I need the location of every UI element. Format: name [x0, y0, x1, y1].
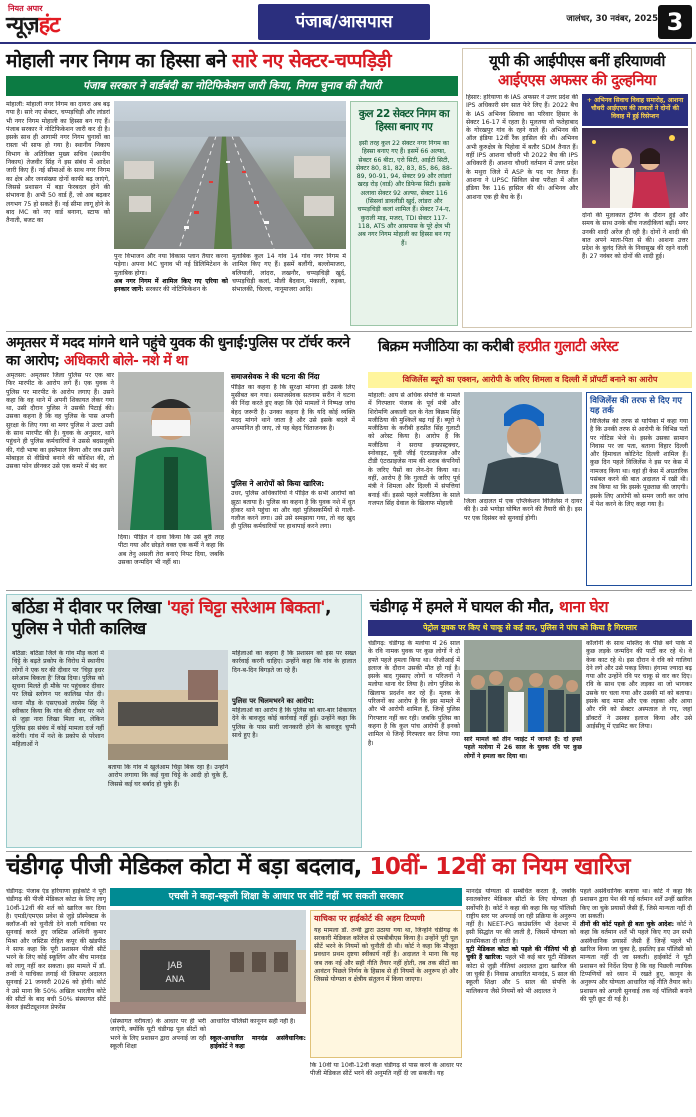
turbaned-man-illustration [464, 392, 582, 494]
story6-caption: सारे मामले को तीन प्वाइंट में जानते हैं: दो हफ्ते पहले मलोया में 26 साल के युवक रवि पर कुछ लोगों ने हमला कर दिया था। [464, 736, 582, 760]
story7-text-col3 [210, 1018, 306, 1113]
logo-name-accent: हंट [38, 13, 60, 38]
story7-strap: एचसी ने कहा-स्कूली शिक्षा के आधार पर सीटें नहीं भर सकती सरकार [110, 888, 462, 906]
story2-headline [466, 52, 688, 90]
masthead [0, 0, 696, 44]
story6-text-col2: कॉलोनी के साथ मस्जिद के पीछे बने पार्क में कुछ लड़के जन्मदिन की पार्टी कर रहे थे। वे केक काट रहे थे। इस दौरान वे रवि को गालियां देने लगे और उसे पकड़ लिया। हंगामा ज्यादा बढ़ गया और उन्होंने रवि पर चाकू से वार कर दिए। रवि के साथ एक और लड़का था जो भागकर उसके घर चला गया और उसकी मां को बताया। इसके बाद मामा और एक लड़का और आया और रवि को सेक्टर अस्पताल ले गए, जहां डॉक्टरों ने उसका इलाज किया और उसे आईसीयू में एडमिट कर लिया। [586, 640, 692, 730]
story3-victim-photo [118, 372, 224, 530]
story3-sidebox-title2: पुलिस ने आरोपों को किया खारिज: [231, 478, 325, 488]
story4-sidebox-title: विजिलेंस की तरफ से दिए गए यह तर्क [590, 396, 682, 416]
story2-wedding-photo [582, 128, 688, 208]
story4-sidebox-text: विजिलेंस की तरफ से यापिका में कहा गया है कि उनकी तरफ से आरोपी के विभिन्न पतों पर नोटिस भेजे थे। इसके उसका सामान निवास पर जा पता, बताना विहार दिल्ली और हिमाचल कोटिनेट दिल्ली शामिल हैं। कुछ दिन पहले विजिलेंस ने इस पर केस में नामजद किया था। वहां ही केस में अग्रतारिक पसंबल करने की बात अदालत में रखी थी। तब किया था कि इसके पूछताछ की जाएगी। इसके लिए आरोपी को समन जारी कर जांच में पेश करने के लिए कहा गया है। [590, 418, 688, 508]
divider-2 [6, 590, 692, 591]
story5-col3-body: महिलाओं का कहना है कि प्रशासन को इस पर सख्त कार्रवाई करनी चाहिए। उन्होंने कहा कि गांव के हालात दिन-ब-दिन बिगड़ते जा रहे हैं। [232, 650, 356, 674]
story3-headline-accent: अधिकारी बोले- नशे में था [63, 353, 188, 369]
divider-1 [6, 331, 692, 332]
story5-headline-tail: , पुलिस ने पोती कालिख [12, 598, 331, 639]
college-building-illustration [110, 910, 306, 1014]
story3-sidebox [228, 372, 358, 586]
story2-badge: + अभिनव सिवाच विवाह समारोह, आशना चौधरी आईएएस की ताकतों ने दोनों की विवाह में हुई रिसेप्शन [582, 94, 688, 126]
story5-text-col3 [232, 650, 356, 844]
story7-text-col1: चंडीगढ़: पंजाब एंड हरियाणा हाईकोर्ट ने पूरी चंडीगढ़ की पीजी मेडिकल कोटा के लिए लागू 10वीं-12वीं की शर्त को खारिज कर दिया है। एमडी/एमएस प्रवेश से जुड़े प्रॉस्पेक्टस के क्लॉज-बी को चुनौती देने वाली याचिका पर सुनवाई करते हुए जस्टिस अश्विनी कुमार मिश्रा और जस्टिस रोहित कपूर की खंडपीठ ने साफ कहा कि पूरी प्रशासन पीजी सीटें भरने के लिए कोई स्कूलिंग और बीच मानदंड को लागू नहीं कर सकता। इस मामले में डॉ. तन्वी ने याचिका लगाई थी जिसपर अदालत सुनवाई 21 जनवरी 2026 को होगी। कोर्ट ने उसे माना कि 50% अखिल भारतीय कोटे की सीटों के बाद बची 50% संस्थागत सीटें केवल इंस्टीट्यूशनल प्रेफरेंस [6, 888, 106, 1012]
story7-text-col6 [580, 888, 692, 1113]
couple-illustration [582, 128, 688, 208]
story7-headline-main: चंडीगढ़ पीजी मेडिकल कोटा में बड़ा बदलाव, [6, 854, 370, 880]
story7-text-col5 [466, 888, 576, 1113]
story7-petition-box [310, 910, 462, 1058]
story7-headline-accent: 10वीं- 12वीं का नियम खारिज [369, 854, 631, 880]
story4-text-col1: मोहाली: आय से अधिक संपत्ति के मामले में गिरफ्तार पंजाब के पूर्व मंत्री और शिरोमणि अकाली दल के नेता बिक्रम सिंह मजीठिया की मुश्किलें बढ़ गई हैं। ब्यूरो ने मजीठिया के करीबी हरप्रीत सिंह गुलाटी को अरेस्ट किया है। आरोप है कि मजीठिया ने सराया इन्फ्रास्ट्रक्चर, स्नोवाइट, यूवी जीई एंटरप्राइजेज और टीडी एंटरप्राइजेस नाम की शराब कंपनियों के जरिए पैसों का लेन-देन किया था। वहीं, आरोप है कि गुलाटी के जरिए पूर्व मंत्री ने शिमला और दिल्ली में संपत्तियां बनाई थीं। इससे पहले मजीठिया के साले गजपत सिंह ग्रेवाल के खिलाफ मोहाली [368, 392, 460, 507]
story2-text2: दोनों की मुलाकात ट्रेनिंग के दौरान हुई और समय के साथ उनके बीच नजदीकियां बढ़ीं। मगर उनकी शादी अरेंज ही रही है। दोनों ने शादी की बात अपने माता-पिता से की। आशना उत्तर प्रदेश के बुलंद जिले के निवासुख की रहने वाली हैं। 27 नवंबर को दोनों की शादी हुई। [582, 212, 688, 261]
story7-col5-subhead: यूटी मेडिकल कोटा को पहले की नीतियां भी हो चुकी हैं खारिज: [466, 946, 576, 962]
story1-aerial-photo [114, 101, 346, 249]
story7-col6-body2: कोर्ट ने कहा कि वर्तमान शर्तें भी पहले किए गए उन सभी असंवैधानिक प्रयासों जैसी हैं जिन्हें पहले भी खारिज किया जा चुका है, इसलिए इस पॉलिसी को मान्यता नहीं दी जा सकती। हाईकोर्ट ने यूटी प्रशासन को निर्देश दिया है कि वह पिछली न्यायिक टिप्पणियों को ध्यान में रखते हुए, कानून के अनुरूप और योग्यता आधारित नई नीति तैयार करे। प्रशासन को अगली सुनवाई तक नई पॉलिसी बनाने की पूरी छूट दी गई है। [580, 921, 692, 1003]
story7-building-photo [110, 910, 306, 1014]
story7-text-col2: (संस्थागत वरीयता) के आधार पर ही भरी जाएंगी, क्योंकि यूटी चंडीगढ़ पूल सीटों को भरने के लिए प्रशासन द्वारा अपनाई जा रही स्कूली शिक्षा [110, 1018, 206, 1050]
wall-graffiti-illustration [108, 650, 228, 760]
svg-text:JAB: JAB [167, 961, 183, 971]
story5-text-col1: बठिंडा: बठिंडा जिले के गांव मौड़ कलां में चिट्टे के बढ़ते प्रकोप के विरोध में स्थानीय लोगों ने एक घर की दीवार पर 'चिट्टा इधर सरेआम बिकता है' लिख दिया। पुलिस को सूचना मिलते ही मौके पर पहुंचकर दीवार पर लिखे स्लोगन पर कालिख पोत दी। थाना मौड़ के एसएचओ तरसेम सिंह ने स्वीकार किया कि गांव की दीवार पर नशे से जुड़ा नारा लिखा मिला था, लेकिन पुलिस इस संबंध में कोई मामला दर्ज नहीं करेगी। गांव में नशे के प्रकोप से परेशान महिलाओं ने [12, 650, 104, 749]
story7-col3-subhead: स्कूल-आधारित मानदंड असंवैधानिक: हाईकोर्ट ने कहा [210, 1034, 306, 1050]
story3-headline [6, 334, 366, 370]
story1-col2-body2: सरकार की नोटिफिकेशन के [145, 286, 207, 294]
story3-sidebox-text: पीड़ित का कहना है कि सुरक्षा मांगना ही उसके लिए मुसीबत बन गया। समाजसेवक सतनाम सरीन ने घटना की निंदा करते हुए कहा कि ऐसे मामलों ने निष्पक्ष जांच बेहद जरूरी है। उनका कहना है कि यदि कोई व्यक्ति मदद मांगने थाने जाता है और उसे इसके बदले में अपमानित ही जाए, तो यह बेहद चिंताजनक है। [231, 383, 355, 433]
divider-3 [6, 851, 692, 852]
story1-sidebox-title: कुल 22 सेक्टर निगम का हिस्सा बनाए गए [358, 108, 450, 133]
story3-text-col2: दिया। पीड़ित ने दावा किया कि उसे बुरी तरह पीटा गया और छोड़ते वक्त एक कर्मी ने कहा कि अब तेनु असली तेरा बनाएं निपट दिया, जबकि उसका जन्मदिन भी नहीं था। [118, 534, 224, 566]
story1-col2-body: पुनः विभाजन और नया विकास प्लान तैयार करना पड़ेगा। अपना MC चुनाव भी नई डिलिमिटेशन के मुताबिक होगा। [114, 253, 228, 277]
story4-portrait-photo [464, 392, 582, 494]
page-number: 3 [658, 5, 692, 39]
story6-headline-accent: थाना घेरा [559, 598, 608, 616]
story7-text-col4: कि 10वीं या 10वीं-12वीं कक्षा चंडीगढ़ से पास करने के आधार पर पीजी मेडिकल सीटें भरने की अनुमति नहीं दी जा सकती। यह [310, 1062, 462, 1078]
story7-petition-text: यह मामला डॉ. तन्वी द्वारा उठाया गया था, जिन्होंने चंडीगढ़ के सरकारी मेडिकल कॉलेज से एमबीबीएस किया है। उन्होंने पूरी पूल सीटें भरने के नियमों को चुनौती दी थी। कोर्ट ने कहा कि मौजूदा प्रवधान प्रथम दृष्टया स्वीकार्य नहीं है। अदालत ने माना कि यह जब तक नई और सही नीति तैयार नहीं होती, तब तक सीटों का आवंटन पिछले निर्णय के हिसाब से ही नियमों के अनुरूप हो और जिससे योग्यता व क्षेत्रीय संतुलन में किया जाएगा। [314, 926, 458, 984]
story1-headline [6, 50, 458, 72]
story6-headline-main: चंडीगढ़ में हमले में घायल की मौत, [370, 598, 560, 616]
story7-petition-title: याचिका पर हाईकोर्ट की अहम टिप्पणी [314, 914, 425, 923]
story7-col5-body2: पहले भी कई बार यूटी मेडिकल कोटा से जुड़ी नीतियां अदालत द्वारा खारिज की जा चुकी हैं। निवास आधारित मानदंड, 5 साल की स्कूली शिक्षा और 5 साल की संपत्ति के मालिकाना जैसे नियमों को भी अदालत ने [466, 954, 576, 995]
section-title: पंजाब/आसपास [258, 4, 430, 40]
story1-sidebox-text: इसी तरह कुल 22 सेक्टर नगर निगम का हिस्सा बनाए गए हैं। इसमें 66 अल्फा, सेक्टर 66 बीटा, एरो सिटी, आईटी सिटी, सेक्टर 80, 81, 82, 83, 85, 86, 88-89, 90-91, 94, सेक्टर 99 और लांडरां खरड़ रोड़ (वार्ड) और डिफेन्स सिटी। इसके अलावा सेक्टर 92 अल्फा, सेक्टर 116 (सिसवां डावलीडी खुर्द, लांडरा और चप्पड़चिड़ी कलां शामिल हैं। सेक्टर 74-ए, कुराली माइ, मजरा, TDI सेक्टर 117-118, ATS और आसपास के पूरे क्षेत्र भी अब नगर निगम मोहाली का हिस्सा बन गए हैं। [355, 140, 453, 247]
story6-strap: पेट्रोल युवक पर किए थे चाकू से कई वार, पुलिस ने पांच को किया है गिरफ्तार [368, 620, 692, 636]
highway-illustration [114, 101, 346, 249]
story6-text-col1: चंडीगढ़: चंडीगढ़ के मलोया में 26 साल के रवि नामक युवक पर कुछ लोगों ने दो हफ्ते पहले हमला किया था। पीजीआई में इलाज के दौरान उसकी मौत हो गई है। इसके बाद गुस्साए लोगों व परिजनों ने मलोया थाना घेर लिया है। लोग पुलिस के खिलाफ प्रदर्शन कर रहे हैं। मृतक के परिजनों का आरोप है कि इस मामले में और भी आरोपी शामिल हैं, जिन्हें पुलिस गिरफ्तार नहीं कर रही। जबकि पुलिस का कहना है कि कुल पांच आरोपी हैं इनको शामिल थे जिन्हें गिरफ्तार कर लिया गया है। [368, 640, 460, 747]
story7-headline [6, 853, 692, 881]
story1-text-col2 [114, 253, 228, 326]
story4-headline [378, 338, 692, 356]
story4-text-col2: जिला अदालत में एक एप्लिकेशन विजिलेंस ने दायर की है। उसे भगोड़ा घोषित करने की तैयारी की है। इस पर एक दिसंबर को सुनवाई होगी। [464, 498, 582, 522]
story6-protest-photo [464, 640, 582, 732]
logo-name-main: न्यूज़ [6, 13, 39, 38]
story5-col3-title: पुलिस पर चिलमभरने का आरोप: [232, 697, 315, 705]
story5-headline-accent: 'यहां चिट्टा सरेआम बिकता' [166, 598, 325, 618]
story5-text-col2: बताया कि गांव में खुलेआम चिट्टा बिक रहा है। उन्होंने आरोप लगाया कि कई युवा चिट्टे के आदी हो चुके हैं, जिससे कई घर बर्बाद हो चुके हैं। [108, 764, 228, 788]
masked-man-illustration [118, 372, 224, 530]
story5-headline [12, 598, 358, 640]
story2-text: हिसार: हरियाणा के IAS अफसर ने उत्तर प्रदेश की IPS अधिकारी संग सात फेरे लिए हैं। 2022 बैच के IAS अभिनव सिवाच का परिवार हिसार के सेक्टर 16-17 में रहता है। मूलतया वो फतेहाबाद के गोरखपुर गांव के रहने वाले हैं। अभिनव की ऑल इंडिया 12वीं रैंक हासिल की थी। अभिनव अभी कुरुक्षेत्र के पिहोवा में बतौर SDM तैनात हैं। वहीं IPS आशना चौधरी भी 2022 बैच की IPS अधिकारी हैं। आशना चौधरी वर्तमान में उत्तर प्रदेश के मथुरा जिले में ASP के पद पर तैनात हैं। आशना ने UPSC सिविल सेवा परीक्षा में ऑल इंडिया रैंक 116 हासिल की थी। अभिनव और आशना एक ही बैच के हैं। [466, 94, 578, 201]
story5-col3-body2: महिलाओं का आरोप है कि पुलिस को बार-बार शिकायत देने के बावजूद कोई कार्रवाई नहीं हुई। उन्होंने कहा कि पुलिस के पास सारी जानकारी होने के बावजूद चुप्पी साधे हुए है। [232, 706, 356, 739]
svg-text:ANA: ANA [165, 975, 185, 985]
logo-name [6, 11, 59, 40]
story7-col6-subhead: तीनों की कोर्ट पहले ही बता चुके आदेश: [580, 921, 675, 929]
story1-col2-subhead: अब नगर निगम में शामिल किए गए एरिया को इनकार जानें: [114, 277, 228, 294]
story3-sidebox-title: समाजसेवक ने की घटना की निंदा [231, 372, 320, 381]
story1-sidebox [350, 101, 458, 326]
story3-text-col1: अमृतसर: अमृतसर जिला पुलिस पर एक बार फिर मारपीट के आरोप लगे हैं। एक युवक ने पुलिस पर मारपीट के आरोप लगाए हैं। उसने कहा कि वह थाने में अपनी शिकायत लेकर गया था, उसी दौरान पुलिस ने उसकी पिटाई की। उसका कहना है कि वह पुलिस के पास अपनी सुरक्षा के लिए गया था मगर पुलिस ने उल्टा उसी के साथ मारपीट की है। युवक के अनुसार, थाने पहुंचने ही पुलिस कर्मचारियों ने उससे बदसलूकी की, गंदी भाषा का इस्तेमाल किया और जब उसने मोबाइल से वीडियो बनाने की कोशिश की, तो उसका फोन छीनकर उसे एक कमरे में बंद कर [6, 372, 114, 471]
story3-sidebox-text2: उधर, पुलिस अधिकारियों ने पीड़ित के सभी आरोपों को झूठा बताया है। पुलिस का कहना है कि युवक नशे में धुत होकर थाने पहुंचा था और वहां पुलिसकर्मियों से गाली-गलौज करने लगा। उसे उसे समझाया गया, तो वह खुद ही पुलिस कर्मचारियों पर हाथापाई करने लगा। [231, 490, 355, 531]
story7-col6-body: पहले असंवैधानिक बताया था। कोर्ट ने कहा कि प्रशासन द्वारा पेश की गई वर्तमान शर्तें उन्हीं खारिज किए जा चुके प्रयासों जैसी हैं, जिसे मान्यता नहीं दी जा सकती। [580, 888, 692, 920]
story5-headline-main: बठिंडा में दीवार पर लिखा [12, 598, 167, 618]
story3-headline-main: अमृतसर में मदद मांगने थाने पहुंचे युवक की धुनाई:पुलिस पर टॉर्चर करने का आरोप; [6, 335, 350, 369]
story4-sidebox [586, 392, 692, 586]
dateline: जालंधर, 30 नवंबर, 2025 [566, 14, 658, 24]
story4-headline-accent: हरप्रीत गुलाटी अरेस्ट [517, 339, 619, 355]
story4-headline-main: बिक्रम मजीठिया का करीबी [378, 339, 518, 355]
story7-col5-body: मानदंड योग्यता से सम्बंधित करता है, जबकि स्नातकोत्तर मेडिकल सीटों के लिए योग्यता ही सर्वोपरि है। कोर्ट ने कहा की कहा कि यह पॉलिसी राष्ट्रीय स्तर पर अपनाई जा रही प्रक्रिया के अनुरूप नहीं है। NEET-PG काउंसलिंग भी देशभर में इसी सिद्धांत पर की जाती है, जिसमें योग्यता को प्राथमिकता दी जाती है। [466, 888, 576, 945]
story2-headline-accent: आईएएस अफसर की दुल्हनिया [498, 71, 656, 89]
story1-text-col3: मुताबिक कुल 14 गांव 14 गांव नगर निगम में शामिल किए गए हैं। इसमें बलौंगी, बल्लोमाजरा, बलियाली, लांदरा, लखनौर, चप्पड़चिड़ी खुर्द, चप्पड़चिड़ी कलां, मौली बैदवान, मंकाली, रुड़का, संभालकी, चिल्ला, नानूमाजरा आदि। [232, 253, 346, 294]
protest-crowd-illustration [464, 640, 582, 732]
story4-strap: विजिलेंस ब्यूरो का एक्शन, आरोपी के जरिए शिमला व दिल्ली में प्रॉपर्टी बनाने का आरोप [368, 372, 692, 388]
story1-headline-accent: सारे नए सेक्टर-चप्पड़िड़ी [232, 50, 392, 72]
story2-headline-main: यूपी की आईपीएस बनीं हरियाणवी [489, 52, 665, 70]
story1-headline-main: मोहाली नगर निगम का हिस्सा बने [6, 50, 233, 72]
story6-headline [370, 598, 692, 617]
newspaper-logo [6, 4, 78, 38]
story7-col3-body: आधारित पॉलिसी कानूनन सही नहीं है। [210, 1018, 296, 1025]
story1-text-col1: मोहाली: मोहाली नगर निगम का दायरा अब बढ़ गया है। सारे नए सेक्टर, चप्पड़चिड़ी और लांडरां भी नगर निगम मोहाली का हिस्सा बन गए हैं। पंजाब सरकार ने नोटिफिकेशन जारी कर दी है। इसके साथ ही आगामी नगर निगम चुनावों का रास्ता भी साफ हो गया है। स्थानीय निकाय विभाग के अतिरिक्त मुख्य सचिव (स्थानीय निकाय) तेजवीर सिंह ने इस संबंध में आदेश जारी किए हैं। नई सीमाओं के साथ नगर निगम का क्षेत्र और जनसंख्या दोनों काफी बढ़ जाएंगे, जिससे प्रशासन में बड़ा फेरबदल होने की संभावना है। अभी 50 वार्ड हैं, जो अब बढ़कर लगभग 75 हो सकते हैं। नई सीमा लागू होने के बाद MC को नए वार्ड बनाना, स्टाफ को तैनाती, बजट का [6, 101, 110, 225]
story5-wall-photo [108, 650, 228, 760]
logo-tagline: नियत अपार [8, 4, 43, 13]
story1-strap: पंजाब सरकार ने वार्डबंदी का नोटिफिकेशन जारी किया, निगम चुनाव की तैयारी [6, 76, 458, 96]
